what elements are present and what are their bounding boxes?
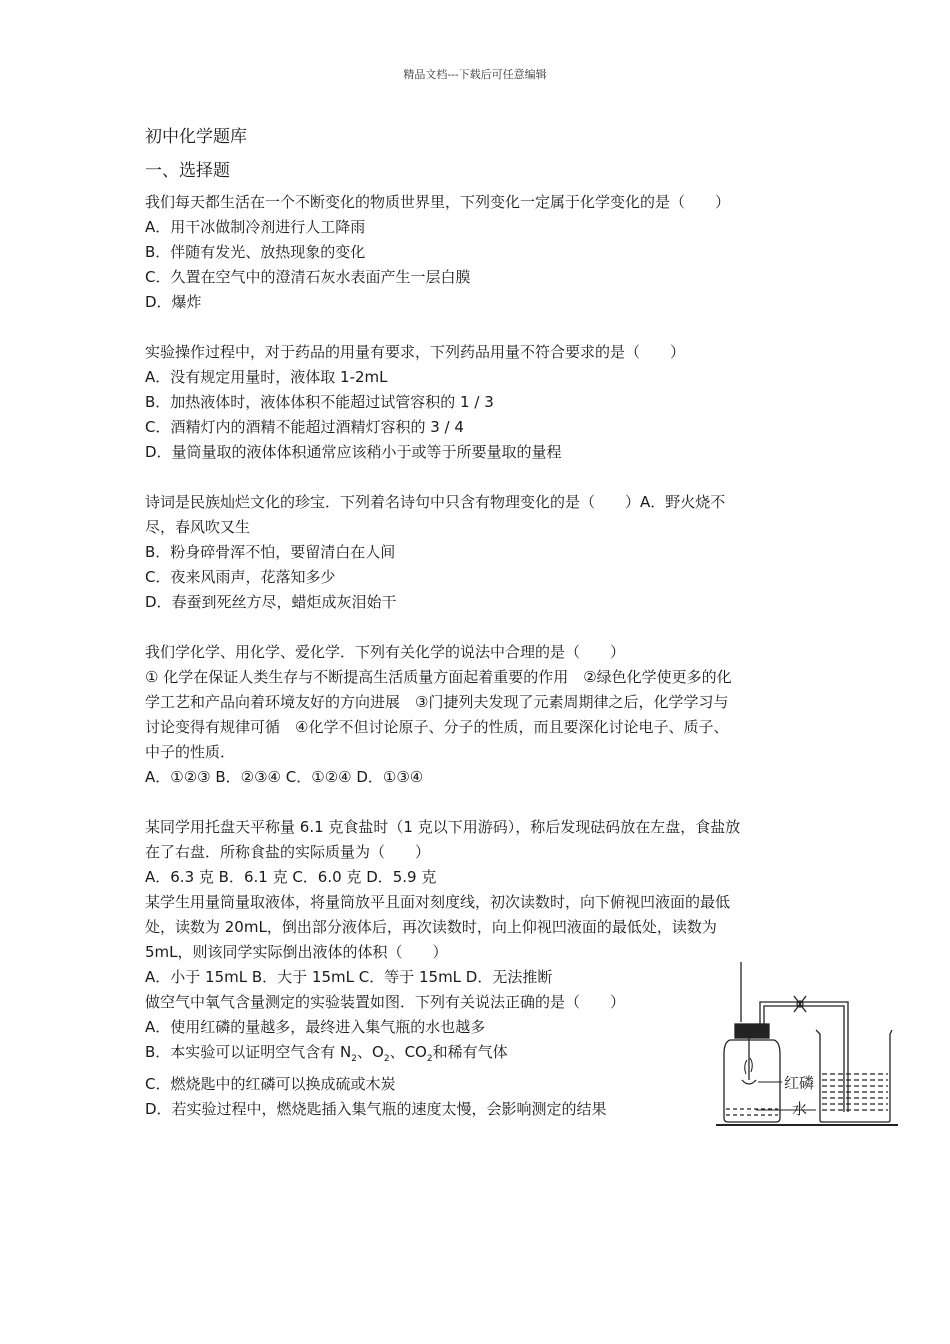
question-stem: 某学生用量筒量取液体，将量筒放平且面对刻度线，初次读数时，向下俯视凹液面的最低 bbox=[145, 893, 731, 911]
section-heading: 一、选择题 bbox=[145, 161, 230, 181]
question-stem: 实验操作过程中，对于药品的用量有要求，下列药品用量不符合要求的是（ ） bbox=[145, 343, 686, 361]
statement-line: 讨论变得有规律可循 ④化学不但讨论原子、分子的性质，而且要深化讨论电子、质子、 bbox=[145, 718, 729, 736]
option-b: B．粉身碎骨浑不怕，要留清白在人间 bbox=[145, 543, 396, 561]
document-body bbox=[145, 124, 810, 1122]
option-d: D．春蚕到死丝方尽，蜡炬成灰泪始干 bbox=[145, 593, 397, 611]
page-header: 精品文档---下载后可任意编辑 bbox=[403, 68, 547, 81]
question-stem: 诗词是民族灿烂文化的珍宝．下列着名诗句中只含有物理变化的是（ ）A．野火烧不 bbox=[145, 493, 726, 511]
apparatus-diagram bbox=[716, 962, 898, 1130]
option-c: C．夜来风雨声，花落知多少 bbox=[145, 568, 336, 586]
question-stem: 做空气中氧气含量测定的实验装置如图．下列有关说法正确的是（ ） bbox=[145, 993, 626, 1011]
question-5 bbox=[145, 815, 810, 890]
question-stem-continued: 处，读数为 20mL，倒出部分液体后，再次读数时，向上仰视凹液面的最低处，读数为 bbox=[145, 918, 717, 936]
option-b: B．本实验可以证明空气含有 $N_2$、$O_2$、$CO_2$和稀有气体 bbox=[145, 1043, 508, 1064]
option-d: D．量筒量取的液体体积通常应该稍小于或等于所要量取的量程 bbox=[145, 443, 562, 461]
beaker bbox=[816, 1030, 892, 1122]
question-stem-continued: 尽，春风吹又生 bbox=[145, 518, 251, 536]
option-c: C．酒精灯内的酒精不能超过酒精灯容积的 3 / 4 bbox=[145, 418, 464, 436]
stopper bbox=[735, 1024, 769, 1038]
statement-line: 中子的性质． bbox=[145, 743, 236, 761]
option-a: A．没有规定用量时，液体取 1-2mL bbox=[145, 368, 388, 386]
statement-line: ① 化学在保证人类生存与不断提高生活质量方面起着重要的作用 ②绿色化学使更多的化 bbox=[145, 668, 732, 686]
question-7 bbox=[145, 990, 810, 1122]
connecting-tube bbox=[760, 1002, 848, 1024]
label-water: 水 bbox=[792, 1100, 808, 1118]
options-line: A．小于 15mL B．大于 15mL C．等于 15mL D．无法推断 bbox=[145, 968, 553, 986]
question-3 bbox=[145, 490, 810, 615]
option-d: D．爆炸 bbox=[145, 293, 202, 311]
label-red-phosphorus: 红磷 bbox=[784, 1074, 815, 1092]
options-line: A．①②③ B．②③④ C．①②④ D．①③④ bbox=[145, 768, 424, 786]
question-stem: 我们学化学、用化学、爱化学．下列有关化学的说法中合理的是（ ） bbox=[145, 643, 626, 661]
option-c: C．久置在空气中的澄清石灰水表面产生一层白膜 bbox=[145, 268, 471, 286]
option-a: A．用干冰做制冷剂进行人工降雨 bbox=[145, 218, 366, 236]
option-d: D．若实验过程中，燃烧匙插入集气瓶的速度太慢，会影响测定的结果 bbox=[145, 1100, 607, 1118]
question-stem: 某同学用托盘天平称量 6.1 克食盐时（1 克以下用游码），称后发现砝码放在左盘，食盐放 bbox=[145, 818, 741, 836]
statement-line: 学工艺和产品向着环境友好的方向进展 ③门捷列夫发现了元素周期律之后，化学学习与 bbox=[145, 693, 729, 711]
question-2 bbox=[145, 340, 810, 465]
question-stem-continued: 5mL，则该同学实际倒出液体的体积（ ） bbox=[145, 943, 448, 961]
question-4 bbox=[145, 640, 810, 790]
spoon-bowl bbox=[742, 1080, 756, 1084]
option-c: C．燃烧匙中的红磷可以换成硫或木炭 bbox=[145, 1075, 396, 1093]
option-a: A．使用红磷的量越多，最终进入集气瓶的水也越多 bbox=[145, 1018, 486, 1036]
options-line: A．6.3 克 B．6.1 克 C．6.0 克 D．5.9 克 bbox=[145, 868, 437, 886]
option-b: B．伴随有发光、放热现象的变化 bbox=[145, 243, 366, 261]
question-1 bbox=[145, 190, 810, 315]
option-b: B．加热液体时，液体体积不能超过试管容积的 1 / 3 bbox=[145, 393, 494, 411]
question-stem: 我们每天都生活在一个不断变化的物质世界里，下列变化一定属于化学变化的是（ ） bbox=[145, 193, 731, 211]
question-6 bbox=[145, 890, 810, 990]
document-title: 初中化学题库 bbox=[145, 127, 247, 147]
question-stem-continued: 在了右盘．所称食盐的实际质量为（ ） bbox=[145, 843, 431, 861]
